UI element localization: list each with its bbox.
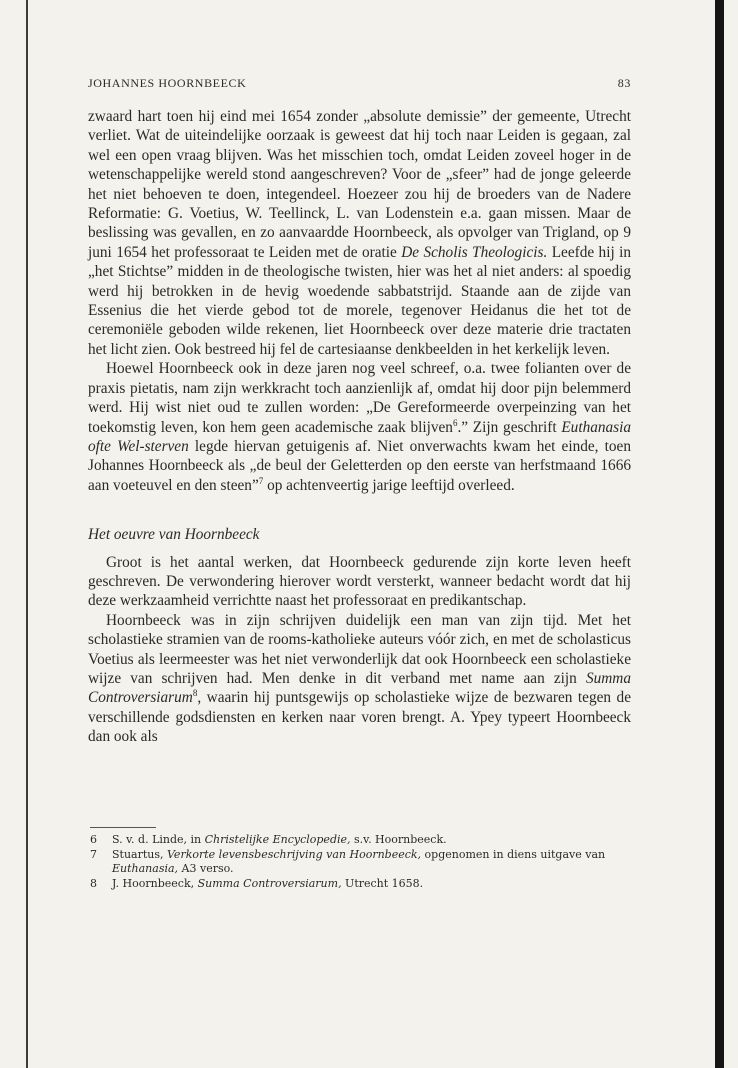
oration-title: De Scholis Theologicis. [401, 243, 548, 261]
footnote: 6 S. v. d. Linde, in Christelijke Encyclopedie, s.v. Hoornbeeck. [90, 833, 447, 846]
footnote-ref: 8 [192, 688, 198, 699]
paragraph: Groot is het aantal werken, dat Hoornbeeck gedurende zijn korte leven heeft geschreven. De verwondering hierover wordt versterkt, wanneer bedacht wordt dat hij deze werkzaamheid verrichtte naast het professoraat en predikantschap. [88, 553, 631, 610]
paragraph: Hoornbeeck was in zijn schrijven duidelijk een man van zijn tijd. Met het scholastieke stramien van de rooms-katholieke auteurs vóór zich, en met de scholasticus Voetius als leermeester was het niet verwonderlijk dat ook Hoornbeeck een scholastieke wijze van schrijven had. Men denke in dit verband met name aan zijn Summa Controversiarum$^8$, waarin hij puntsgewijs op scholastieke wijze de bezwaren tegen de verschillende godsdiensten en kerken naar voren brengt. A. Ypey typeert Hoornbeeck dan ook als [88, 611, 631, 746]
footnote-number: 8 [90, 876, 97, 890]
footnote: 7 Stuartus, Verkorte levensbeschrijving van Hoornbeeck, opgenomen in diens uitgave van Euthanasia, A3 verso. [90, 847, 606, 876]
section-heading: Het oeuvre van Hoornbeeck [88, 526, 260, 544]
main-text [88, 107, 631, 747]
footnote-number: 7 [90, 847, 97, 861]
scan-left-edge [26, 0, 28, 1068]
footnote-rule [90, 827, 156, 828]
running-title: JOHANNES HOORNBEECK [88, 76, 247, 90]
work-title: Euthanasia ofte Wel-sterven [88, 418, 632, 455]
footnotes [90, 833, 631, 891]
running-header [88, 76, 631, 91]
paragraph: Hoewel Hoornbeeck ook in deze jaren nog veel schreef, o.a. twee folianten over de praxis pietatis, nam zijn werkkracht toch aanzienlijk af, omdat hij door pijn belemmerd werd. Hij wist niet oud te zullen worden: „De Gereformeerde overpeinzing van het toekomstig leven, kon hem geen academische zaak blijven$^6$.” Zijn geschrift Euthanasia ofte Wel-sterven legde hiervan getuigenis af. Niet onverwachts kwam het einde, toen Johannes Hoornbeeck als „de beul der Geletterden op den eerste van herfstmaand 1666 aan voeteuvel en den steen”$^7$ op achtenveertig jarige leeftijd overleed. [88, 360, 632, 494]
page-number: 83 [617, 76, 631, 90]
work-title: Summa Controversiarum [88, 669, 631, 707]
footnote: 8 J. Hoornbeeck, Summa Controversiarum, Utrecht 1658. [90, 876, 424, 890]
footnote-number: 6 [90, 833, 97, 846]
footnote-ref: 7 [258, 475, 264, 486]
paragraph: zwaard hart toen hij eind mei 1654 zonder „absolute demissie” der gemeente, Utrecht verliet. Wat de uiteindelijke oorzaak is geweest dat hij toch naar Leiden is gegaan, zal wel een open vraag blijven. Was het misschien toch, omdat Leiden zoveel hoger in de wetenschappelijke wereld stond aangeschreven? Voor de „sfeer” had de jonge geleerde het niet behoeven te doen, integendeel. Hoezeer zou hij de broeders van de Nadere Reformatie: G. Voetius, W. Teellinck, L. van Lodenstein e.a. gaan missen. Maar de beslissing was gevallen, en zo aanvaardde Hoornbeeck, als opvolger van Trigland, op 9 juni 1654 het professoraat te Leiden met de oratie De Scholis Theologicis. Leefde hij in „het Stichtse” midden in de theologische twisten, hier was het al niet anders: al spoedig werd hij betrokken in de hevig woedende sabbatstrijd. Staande aan de zijde van Essenius die het vierde gebod tot de morele, tegenover Heidanus die het tot de ceremoniële geboden wilde rekenen, liet Hoornbeeck over deze materie drie tractaten het licht zien. Ook bestreed hij fel de cartesiaanse denkbeelden in het kerkelijk leven. [88, 108, 632, 358]
footnote-ref: 6 [452, 417, 458, 428]
scan-right-edge [715, 0, 724, 1068]
